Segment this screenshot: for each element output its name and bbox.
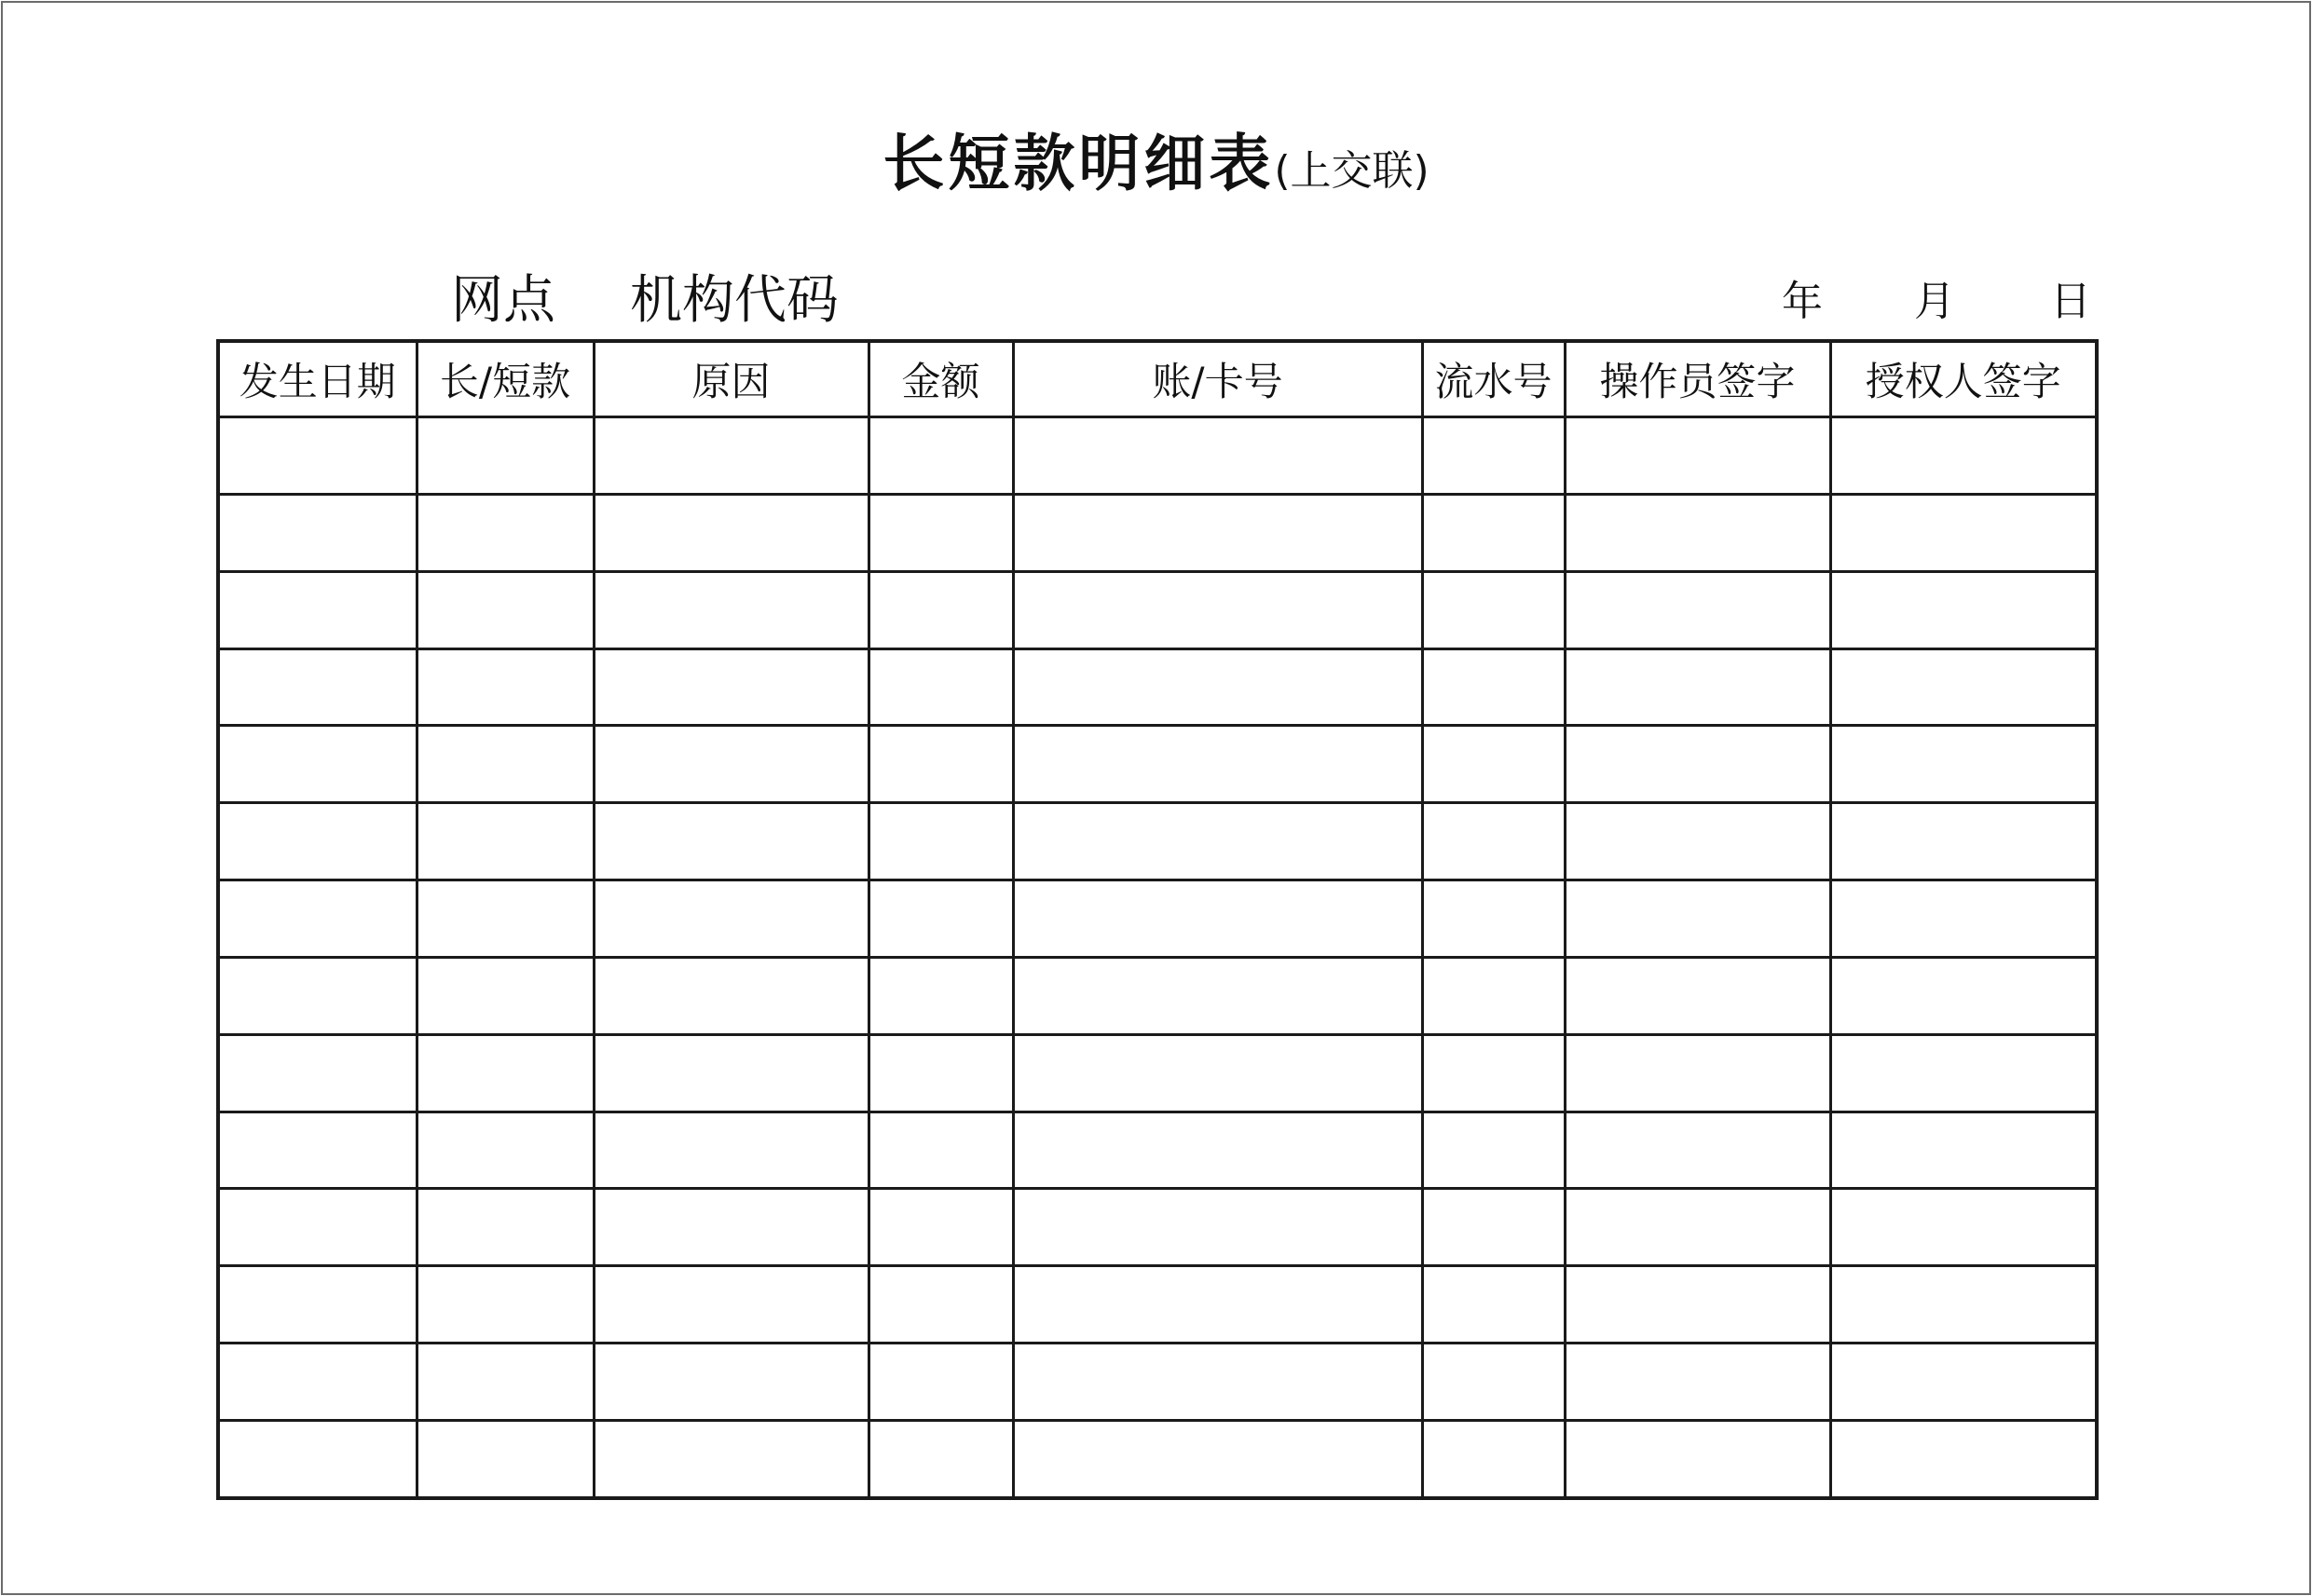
table-row — [218, 1189, 2097, 1266]
cell-operator-signature[interactable] — [1565, 1034, 1830, 1112]
table-row — [218, 726, 2097, 803]
cell-operator-signature[interactable] — [1565, 494, 1830, 571]
cell-date[interactable] — [218, 648, 417, 726]
cell-account-card[interactable] — [1013, 880, 1422, 958]
cell-over-short[interactable] — [417, 417, 594, 495]
cell-operator-signature[interactable] — [1565, 803, 1830, 880]
cell-amount[interactable] — [869, 648, 1013, 726]
cell-over-short[interactable] — [417, 726, 594, 803]
cell-reason[interactable] — [594, 571, 869, 648]
cell-over-short[interactable] — [417, 1112, 594, 1189]
cell-amount[interactable] — [869, 726, 1013, 803]
branch-label: 网点 — [451, 270, 555, 331]
cell-reason[interactable] — [594, 1034, 869, 1112]
cell-amount[interactable] — [869, 1034, 1013, 1112]
cell-over-short[interactable] — [417, 1266, 594, 1344]
cell-date[interactable] — [218, 1420, 417, 1498]
cell-amount[interactable] — [869, 1420, 1013, 1498]
cell-serial-no[interactable] — [1422, 1034, 1565, 1112]
cell-over-short[interactable] — [417, 1034, 594, 1112]
cell-reason[interactable] — [594, 1112, 869, 1189]
col-header-serial-no: 流水号 — [1422, 341, 1565, 417]
table-body — [218, 417, 2097, 1499]
day-label: 日 — [2050, 278, 2091, 325]
cell-date[interactable] — [218, 880, 417, 958]
cell-reason[interactable] — [594, 803, 869, 880]
cell-authorizer-signature[interactable] — [1830, 957, 2097, 1034]
col-header-over-short: 长/短款 — [417, 341, 594, 417]
cell-account-card[interactable] — [1013, 494, 1422, 571]
cell-amount[interactable] — [869, 880, 1013, 958]
cell-authorizer-signature[interactable] — [1830, 1266, 2097, 1344]
col-header-account-card: 账/卡号 — [1013, 341, 1422, 417]
cell-serial-no[interactable] — [1422, 648, 1565, 726]
cell-reason[interactable] — [594, 417, 869, 495]
cell-account-card[interactable] — [1013, 1189, 1422, 1266]
cell-over-short[interactable] — [417, 571, 594, 648]
col-header-reason: 原因 — [594, 341, 869, 417]
cell-over-short[interactable] — [417, 957, 594, 1034]
cell-account-card[interactable] — [1013, 648, 1422, 726]
table-row — [218, 957, 2097, 1034]
cell-over-short[interactable] — [417, 1344, 594, 1421]
table-row — [218, 494, 2097, 571]
cell-account-card[interactable] — [1013, 1420, 1422, 1498]
title-sub: (上交联) — [1274, 147, 1430, 195]
cell-over-short[interactable] — [417, 880, 594, 958]
cell-amount[interactable] — [869, 1112, 1013, 1189]
cell-amount[interactable] — [869, 957, 1013, 1034]
cell-date[interactable] — [218, 571, 417, 648]
cell-account-card[interactable] — [1013, 1112, 1422, 1189]
table-row — [218, 803, 2097, 880]
cell-operator-signature[interactable] — [1565, 726, 1830, 803]
cell-amount[interactable] — [869, 571, 1013, 648]
cell-authorizer-signature[interactable] — [1830, 1189, 2097, 1266]
cell-authorizer-signature[interactable] — [1830, 1344, 2097, 1421]
cell-operator-signature[interactable] — [1565, 957, 1830, 1034]
cell-authorizer-signature[interactable] — [1830, 648, 2097, 726]
cell-serial-no[interactable] — [1422, 417, 1565, 495]
table-row — [218, 1420, 2097, 1498]
cell-account-card[interactable] — [1013, 417, 1422, 495]
cell-operator-signature[interactable] — [1565, 417, 1830, 495]
cell-reason[interactable] — [594, 1266, 869, 1344]
header-row — [218, 341, 2097, 417]
cell-authorizer-signature[interactable] — [1830, 494, 2097, 571]
table-row — [218, 1034, 2097, 1112]
cell-operator-signature[interactable] — [1565, 1112, 1830, 1189]
cell-reason[interactable] — [594, 1344, 869, 1421]
cell-amount[interactable] — [869, 494, 1013, 571]
cell-amount[interactable] — [869, 1266, 1013, 1344]
table-row — [218, 1112, 2097, 1189]
cell-amount[interactable] — [869, 417, 1013, 495]
cell-account-card[interactable] — [1013, 1034, 1422, 1112]
cell-date[interactable] — [218, 1266, 417, 1344]
cell-reason[interactable] — [594, 726, 869, 803]
cell-serial-no[interactable] — [1422, 1189, 1565, 1266]
col-header-authorizer-signature: 授权人签字 — [1830, 341, 2097, 417]
cell-date[interactable] — [218, 726, 417, 803]
cell-over-short[interactable] — [417, 494, 594, 571]
org-code-label: 机构代码 — [630, 270, 839, 331]
cell-operator-signature[interactable] — [1565, 1266, 1830, 1344]
form-title — [0, 114, 2312, 202]
cell-serial-no[interactable] — [1422, 571, 1565, 648]
cell-reason[interactable] — [594, 880, 869, 958]
col-header-operator-signature: 操作员签字 — [1565, 341, 1830, 417]
table-row — [218, 880, 2097, 958]
cell-serial-no[interactable] — [1422, 726, 1565, 803]
table-row — [218, 648, 2097, 726]
cell-over-short[interactable] — [417, 648, 594, 726]
cell-serial-no[interactable] — [1422, 1420, 1565, 1498]
cell-reason[interactable] — [594, 494, 869, 571]
year-label: 年 — [1782, 278, 1823, 325]
cell-date[interactable] — [218, 957, 417, 1034]
cell-account-card[interactable] — [1013, 571, 1422, 648]
title-main: 长短款明细表 — [882, 128, 1275, 199]
cell-date[interactable] — [218, 417, 417, 495]
cell-serial-no[interactable] — [1422, 1266, 1565, 1344]
cell-operator-signature[interactable] — [1565, 1189, 1830, 1266]
cell-date[interactable] — [218, 1034, 417, 1112]
cell-serial-no[interactable] — [1422, 1344, 1565, 1421]
cell-reason[interactable] — [594, 1189, 869, 1266]
cell-operator-signature[interactable] — [1565, 1420, 1830, 1498]
cell-serial-no[interactable] — [1422, 494, 1565, 571]
cell-account-card[interactable] — [1013, 957, 1422, 1034]
cell-authorizer-signature[interactable] — [1830, 1420, 2097, 1498]
cell-date[interactable] — [218, 1112, 417, 1189]
cell-date[interactable] — [218, 494, 417, 571]
cell-serial-no[interactable] — [1422, 957, 1565, 1034]
cell-over-short[interactable] — [417, 1189, 594, 1266]
cell-account-card[interactable] — [1013, 1266, 1422, 1344]
cell-serial-no[interactable] — [1422, 803, 1565, 880]
cell-amount[interactable] — [869, 1189, 1013, 1266]
col-header-amount: 金额 — [869, 341, 1013, 417]
cell-account-card[interactable] — [1013, 1344, 1422, 1421]
cell-reason[interactable] — [594, 957, 869, 1034]
cell-amount[interactable] — [869, 803, 1013, 880]
cell-serial-no[interactable] — [1422, 880, 1565, 958]
month-label: 月 — [1914, 278, 1955, 325]
table-row — [218, 571, 2097, 648]
cell-operator-signature[interactable] — [1565, 648, 1830, 726]
detail-table — [216, 339, 2099, 1500]
table-row — [218, 1266, 2097, 1344]
cell-authorizer-signature[interactable] — [1830, 417, 2097, 495]
cell-account-card[interactable] — [1013, 803, 1422, 880]
cell-authorizer-signature[interactable] — [1830, 1112, 2097, 1189]
cell-operator-signature[interactable] — [1565, 571, 1830, 648]
cell-operator-signature[interactable] — [1565, 880, 1830, 958]
cell-over-short[interactable] — [417, 803, 594, 880]
cell-operator-signature[interactable] — [1565, 1344, 1830, 1421]
cell-date[interactable] — [218, 1189, 417, 1266]
header-fields — [451, 259, 839, 334]
cell-serial-no[interactable] — [1422, 1112, 1565, 1189]
cell-reason[interactable] — [594, 648, 869, 726]
cell-date[interactable] — [218, 1344, 417, 1421]
cell-account-card[interactable] — [1013, 726, 1422, 803]
cell-authorizer-signature[interactable] — [1830, 1034, 2097, 1112]
cell-authorizer-signature[interactable] — [1830, 571, 2097, 648]
cell-reason[interactable] — [594, 1420, 869, 1498]
cell-over-short[interactable] — [417, 1420, 594, 1498]
table-row — [218, 1344, 2097, 1421]
cell-authorizer-signature[interactable] — [1830, 803, 2097, 880]
cell-authorizer-signature[interactable] — [1830, 880, 2097, 958]
table-row — [218, 417, 2097, 495]
cell-authorizer-signature[interactable] — [1830, 726, 2097, 803]
cell-amount[interactable] — [869, 1344, 1013, 1421]
cell-date[interactable] — [218, 803, 417, 880]
col-header-date: 发生日期 — [218, 341, 417, 417]
